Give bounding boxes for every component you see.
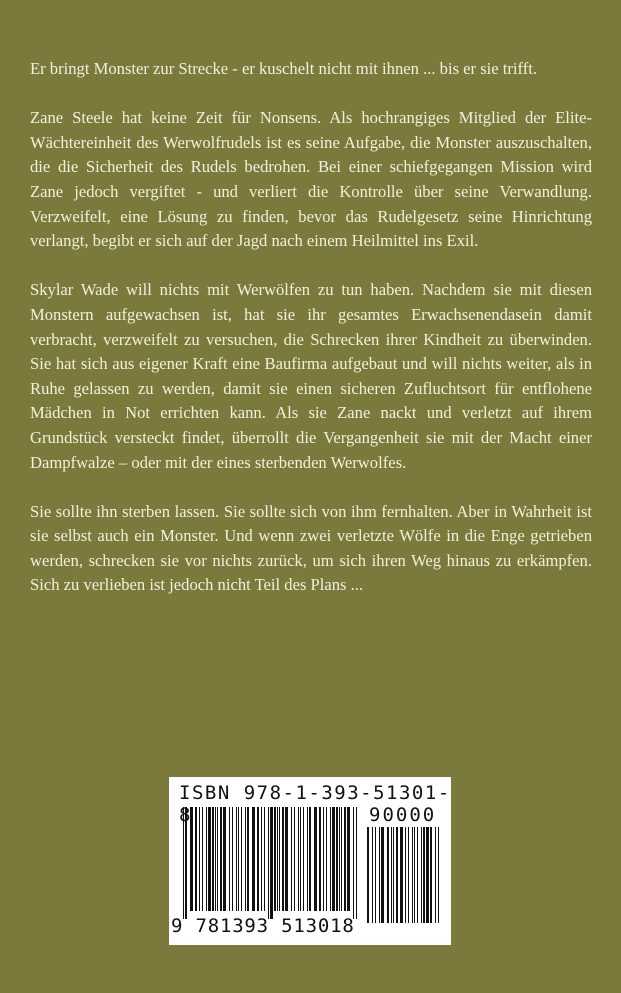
barcode-bar [393,827,394,923]
ean-digits: 9 781393 513018 [171,915,355,937]
blurb-text [30,57,592,623]
barcode-bar [408,827,409,923]
barcode-bar [426,827,429,923]
isbn-barcode [169,777,451,945]
barcode-bar [438,827,439,923]
barcode-bar [391,827,392,923]
barcode-bar [414,827,415,923]
barcode-bar [435,827,436,923]
blurb-paragraph-3: Sie sollte ihn sterben lassen. Sie sollte sich von ihm fernhalten. Aber in Wahrheit ist sie selbst auch ein Monster. Und wenn zwei verletzte Wölfe in die Enge getrieben werden, schrecken sie vor nichts zurück, um sich ihren Weg hinaus zu erkämpfen. Sich zu verlieben ist jedoch nicht Teil des Plans ... [30,501,592,595]
barcode-bar [417,827,418,923]
barcode-bar [379,827,380,923]
barcode-bar [367,827,369,923]
blurb-paragraph-2: Skylar Wade will nichts mit Werwölfen zu tun haben. Nachdem sie mit diesen Monstern aufgewachsen ist, hat sie ihr gesamtes Erwachsenendasein damit verbracht, verzweifelt zu versuchen, die Schrecken ihrer Kindheit zu überwinden. Sie hat sich aus eigener Kraft eine Baufirma aufgebaut und will nichts weiter, als in Ruhe gelassen zu werden, damit sie einen sicheren Zufluchtsort für entflohene Mädchen in Not errichten kann. Als sie Zane nackt und verletzt auf ihrem Grundstück versteckt findet, überrollt die Vergangenheit sie mit der Macht einer Dampfwalze – oder mit der eines sterbenden Werwolfes. [30,280,592,472]
barcode-bar [412,827,413,923]
barcode-bar [375,827,376,923]
barcode-bar [430,827,432,923]
barcode-bar [372,827,373,923]
barcode-bar [387,827,389,923]
barcode-bar [381,827,384,923]
tagline: Er bringt Monster zur Strecke - er kuschelt nicht mit ihnen ... bis er sie trifft. [30,59,538,78]
price-addon-digits: 90000 [369,804,437,826]
barcode-bar [405,827,406,923]
isbn-label: ISBN 978-1-393-51301-8 [179,782,451,826]
barcode-bar [396,827,398,923]
barcode-bar [400,827,403,923]
barcode-bar [423,827,425,923]
barcode-bar [421,827,422,923]
blurb-paragraph-1: Zane Steele hat keine Zeit für Nonsens. Als hochrangiges Mitglied der Elite-Wächtereinheit des Werwolfrudels ist es seine Aufgabe, die Monster auszuschalten, die die Sicherheit des Rudels bedrohen. Bei einer schiefgegangen Mission wird Zane jedoch vergiftet - und verliert die Kontrolle über seine Verwandlung. Verzweifelt, eine Lösung zu finden, bevor das Rudelgesetz seine Hinrichtung verlangt, begibt er sich auf der Jagd nach einem Heilmittel ins Exil. [30,108,592,251]
